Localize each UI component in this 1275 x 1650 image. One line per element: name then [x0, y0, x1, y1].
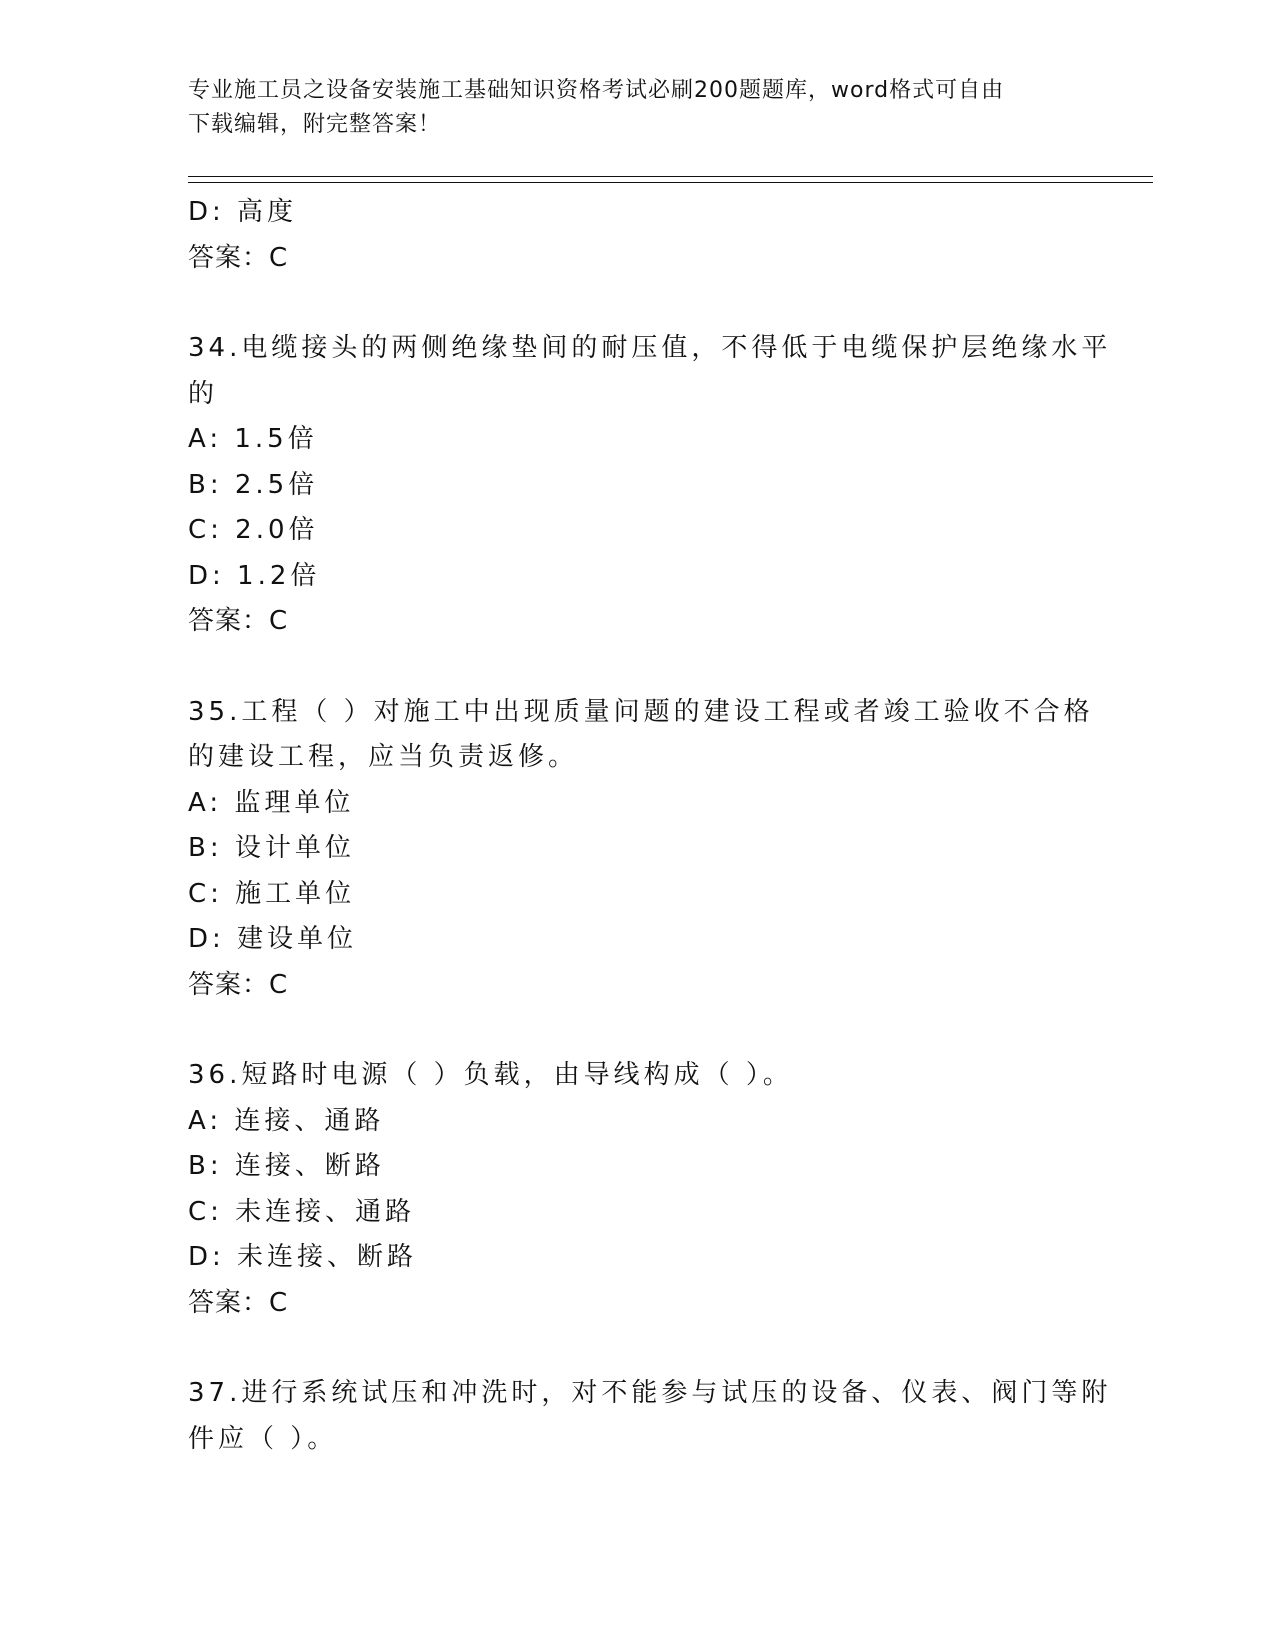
option-d: D: 建设单位	[188, 924, 358, 954]
answer-line: 答案：C	[188, 606, 289, 636]
option-c: C: 施工单位	[188, 878, 356, 909]
spacer	[188, 1008, 1088, 1053]
header-rule-top	[188, 176, 1153, 177]
header-line-1: 专业施工员之设备安装施工基础知识资格考试必刷200题题库，word格式可自由	[188, 78, 1005, 103]
header-rule-bottom	[188, 182, 1153, 183]
question-text-line-1: 35.工程（ ）对施工中出现质量问题的建设工程或者竣工验收不合格	[188, 696, 1094, 727]
question-list	[188, 190, 1112, 1462]
spacer	[188, 1326, 1088, 1371]
answer-line: 答案：C	[188, 1287, 289, 1318]
question-text-line-2: 的建设工程，应当负责返修。	[188, 742, 579, 772]
answer-line: 答案：C	[188, 242, 289, 273]
question-36	[188, 1053, 1088, 1326]
option-a: A: 连接、通路	[188, 1105, 385, 1136]
option-d: D: 高度	[188, 197, 298, 227]
option-c: C: 未连接、通路	[188, 1196, 416, 1227]
option-d: D: 未连接、断路	[188, 1242, 418, 1272]
question-text-line-2: 件应（ ）。	[188, 1423, 338, 1454]
header-line-2: 下载编辑，附完整答案！	[188, 112, 442, 137]
question-34	[188, 326, 1112, 645]
question-37	[188, 1371, 1112, 1462]
document-header	[188, 74, 1068, 142]
option-b: B: 设计单位	[188, 833, 355, 863]
answer-line: 答案：C	[188, 969, 289, 1000]
option-b: B: 2.5倍	[188, 469, 319, 500]
question-35	[188, 690, 1094, 1009]
question-text-line-1: 36.短路时电源（ ）负载，由导线构成（ ）。	[188, 1060, 793, 1090]
question-text-line-2: 的	[188, 378, 219, 409]
option-a: A: 1.5倍	[188, 424, 318, 454]
option-b: B: 连接、断路	[188, 1151, 385, 1181]
option-c: C: 2.0倍	[188, 515, 319, 545]
question-text-line-1: 37.进行系统试压和冲洗时，对不能参与试压的设备、仪表、阀门等附	[188, 1378, 1112, 1408]
question-text-line-1: 34.电缆接头的两侧绝缘垫间的耐压值，不得低于电缆保护层绝缘水平	[188, 333, 1112, 363]
spacer	[188, 645, 1088, 690]
option-a: A: 监理单位	[188, 787, 355, 818]
spacer	[188, 281, 1088, 326]
option-d: D: 1.2倍	[188, 560, 321, 591]
